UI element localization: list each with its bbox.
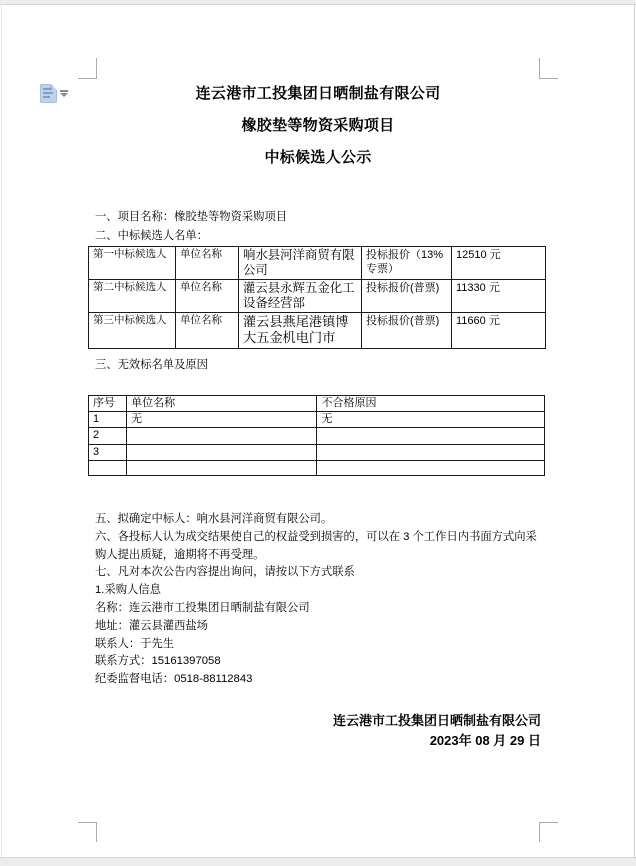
para-proposed-winner: 五、拟确定中标人：响水县河洋商贸有限公司。: [95, 513, 333, 525]
crop-mark-bottom-left: [78, 822, 97, 823]
reason: [317, 445, 545, 461]
candidate-company: 灌云县永辉五金化工设备经营部: [239, 280, 362, 313]
reason: [317, 461, 545, 476]
doc-title-announcement: 中标候选人公示: [264, 149, 372, 166]
table-row: [89, 412, 545, 428]
candidate-rank: 第三中标候选人: [89, 313, 176, 349]
unit-name: [127, 428, 317, 445]
col-header-index: 序号: [89, 396, 127, 412]
unit-name: [127, 461, 317, 476]
row-index: 3: [89, 445, 127, 461]
table-row: [89, 247, 546, 280]
table-row: [89, 428, 545, 445]
row-index: 2: [89, 428, 127, 445]
row-index: [89, 461, 127, 476]
candidate-rank: 第一中标候选人: [89, 247, 176, 280]
candidate-company: 响水县河洋商贸有限公司: [239, 247, 362, 280]
price-value: 11660 元: [452, 313, 546, 349]
para-objection-rule: 六、各投标人认为成交结果使自己的权益受到损害的，可以在 3 个工作日内书面方式向采购人提出质疑，逾期将不再受理。: [95, 530, 537, 561]
table-row: [89, 461, 545, 476]
para-purchaser-name: 名称：连云港市工投集团日晒制盐有限公司: [95, 601, 310, 614]
unit-name: [127, 445, 317, 461]
crop-mark-top-right: [539, 78, 558, 79]
body-paragraphs: [95, 511, 541, 689]
doc-title-project: 橡胶垫等物资采购项目: [241, 117, 395, 134]
price-value: 11330 元: [452, 280, 546, 313]
reason: 无: [317, 412, 545, 428]
para-purchaser-address: 地址：灌云县灌西盐场: [95, 619, 208, 632]
para-supervision-phone: 纪委监督电话：0518-88112843: [95, 673, 253, 686]
para-contact-person: 联系人：于先生: [95, 637, 175, 650]
candidates-table: [88, 246, 546, 349]
table-row: [89, 280, 546, 313]
signature-block: [95, 711, 541, 751]
col-header-reason: 不合格原因: [317, 396, 545, 412]
candidate-company: 灌云县燕尾港镇博大五金机电门市: [239, 313, 362, 349]
price-label: 投标报价(普票): [362, 313, 452, 349]
crop-mark-bottom-right: [539, 822, 540, 842]
invalid-bids-table: [88, 395, 545, 476]
table-header-row: [89, 396, 545, 412]
desk-band-top: [0, 0, 636, 5]
price-value: 12510 元: [452, 247, 546, 280]
col-header-unit: 单位名称: [127, 396, 317, 412]
unit-label: 单位名称: [176, 313, 239, 349]
price-label: 投标报价（13%专票）: [362, 247, 452, 280]
row-index: 1: [89, 412, 127, 428]
reason: [317, 428, 545, 445]
section-2-candidate-list-heading: 二、中标候选人名单：: [95, 230, 208, 242]
section-1-project-name: 一、项目名称：橡胶垫等物资采购项目: [95, 211, 288, 223]
table-row: [89, 313, 546, 349]
table-row: [89, 445, 545, 461]
candidate-rank: 第二中标候选人: [89, 280, 176, 313]
signature-date: 2023年 08 月 29 日: [429, 733, 541, 748]
unit-label: 单位名称: [176, 247, 239, 280]
signature-company: 连云港市工投集团日晒制盐有限公司: [332, 713, 541, 728]
para-contact-intro: 七、凡对本次公告内容提出询问，请按以下方式联系: [95, 566, 355, 579]
crop-mark-top-left: [78, 78, 97, 79]
section-3-invalid-bids-heading: 三、无效标名单及原因: [95, 359, 208, 371]
desk-band-bottom: [0, 857, 636, 866]
crop-mark-bottom-right: [539, 822, 558, 823]
crop-mark-top-left: [96, 58, 97, 79]
crop-mark-bottom-left: [96, 822, 97, 842]
para-contact-phone: 联系方式：15161397058: [95, 655, 221, 668]
crop-mark-top-right: [539, 58, 540, 79]
unit-name: 无: [127, 412, 317, 428]
unit-label: 单位名称: [176, 280, 239, 313]
price-label: 投标报价(普票): [362, 280, 452, 313]
doc-title-company: 连云港市工投集团日晒制盐有限公司: [195, 85, 441, 102]
para-purchaser-info-heading: 1.采购人信息: [95, 584, 161, 597]
